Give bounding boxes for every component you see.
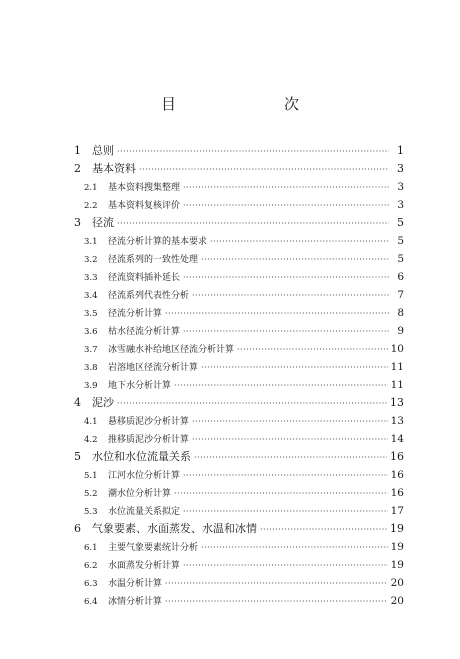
toc-entry-3-9[interactable] (74, 376, 404, 394)
toc-entry-6-2[interactable] (74, 556, 404, 574)
toc-entry-label: 基本资料 (92, 162, 136, 175)
toc-entry-number: 2.1 (84, 183, 98, 193)
toc-entry-page: 13 (390, 415, 404, 427)
toc-entry-page: 8 (397, 307, 404, 319)
toc-entry-number: 1 (74, 144, 81, 157)
toc-entry-page: 3 (397, 162, 404, 175)
dot-leader (174, 485, 388, 503)
toc-entry-label: 推移质泥沙分析计算 (108, 435, 190, 445)
toc-entry-label: 水温分析计算 (108, 579, 163, 589)
toc-entry-number: 3.4 (84, 291, 98, 301)
toc-entry-page: 16 (390, 487, 404, 499)
toc-entry-page: 17 (390, 505, 404, 517)
toc-entry-label: 泥沙 (92, 396, 114, 409)
dot-leader (165, 305, 389, 323)
toc-entry-3-4[interactable] (74, 286, 404, 304)
toc-entry-6[interactable] (74, 520, 404, 538)
toc-entry-3-8[interactable] (74, 358, 404, 376)
toc-entry-label: 基本资料搜集整理 (108, 183, 181, 193)
toc-entry-number: 5.3 (84, 507, 98, 517)
toc-entry-label: 主要气象要素统计分析 (108, 543, 199, 553)
toc-entry-page: 5 (397, 235, 404, 247)
toc-entry-page: 9 (397, 325, 404, 337)
toc-entry-page: 20 (390, 577, 404, 589)
dot-leader (117, 215, 389, 233)
dot-leader (194, 449, 387, 467)
toc-entry-1[interactable] (74, 142, 404, 160)
toc-entry-number: 3.7 (84, 345, 98, 355)
toc-entry-number: 2 (74, 162, 81, 175)
toc-entry-page: 19 (390, 541, 404, 553)
toc-entry-label: 径流分析计算的基本要求 (108, 237, 208, 247)
toc-entry-label: 枯水径流分析计算 (108, 327, 181, 337)
dot-leader (174, 377, 388, 395)
toc-entry-2-1[interactable] (74, 178, 404, 196)
toc-entry-label: 径流分析计算 (108, 309, 163, 319)
toc-entry-number: 6.3 (84, 579, 98, 589)
toc-entry-number: 3.6 (84, 327, 98, 337)
toc-entry-number: 2.2 (84, 201, 98, 211)
dot-leader (117, 143, 389, 161)
toc-entry-number: 3 (74, 216, 81, 229)
toc-entry-3-2[interactable] (74, 250, 404, 268)
dot-leader (139, 161, 389, 179)
toc-entry-4[interactable] (74, 394, 404, 412)
toc-entry-label: 气象要素、水面蒸发、水温和冰情 (92, 522, 257, 535)
toc-entry-2-2[interactable] (74, 196, 404, 214)
toc-entry-page: 20 (390, 595, 404, 607)
toc-entry-2[interactable] (74, 160, 404, 178)
toc-entry-page: 1 (397, 144, 404, 157)
toc-entry-number: 4 (74, 396, 81, 409)
dot-leader (210, 233, 389, 251)
toc-entry-page: 7 (397, 289, 404, 301)
toc-entry-6-3[interactable] (74, 574, 404, 592)
toc-entry-4-1[interactable] (74, 412, 404, 430)
dot-leader (201, 359, 388, 377)
toc-entry-label: 潮水位分析计算 (108, 489, 172, 499)
dot-leader (201, 251, 389, 269)
toc-entry-page: 10 (390, 343, 404, 355)
toc-entry-number: 3.8 (84, 363, 98, 373)
toc-entry-page: 3 (397, 181, 404, 193)
dot-leader (183, 269, 389, 287)
toc-entry-number: 6.2 (84, 561, 98, 571)
toc-entry-6-4[interactable] (74, 592, 404, 610)
toc-entry-number: 3.1 (84, 237, 98, 247)
toc-entry-label: 径流系列的一致性处理 (108, 255, 199, 265)
toc-entry-number: 6 (74, 522, 81, 535)
toc-entry-number: 3.3 (84, 273, 98, 283)
toc-entry-label: 冰情分析计算 (108, 597, 163, 607)
toc-entry-label: 水面蒸发分析计算 (108, 561, 181, 571)
toc-entry-number: 4.1 (84, 417, 98, 427)
toc-entry-label: 悬移质泥沙分析计算 (108, 417, 190, 427)
toc-entry-label: 总则 (92, 144, 114, 157)
toc-entry-page: 14 (390, 433, 404, 445)
dot-leader (192, 431, 388, 449)
toc-entry-3-6[interactable] (74, 322, 404, 340)
dot-leader (237, 341, 388, 359)
dot-leader (183, 323, 389, 341)
dot-leader (192, 413, 388, 431)
toc-entry-6-1[interactable] (74, 538, 404, 556)
toc-entry-label: 水位流量关系拟定 (108, 507, 181, 517)
toc-entry-number: 4.2 (84, 435, 98, 445)
toc-entry-label: 水位和水位流量关系 (92, 450, 191, 463)
toc-entry-label: 地下水分析计算 (108, 381, 172, 391)
dot-leader (183, 197, 389, 215)
toc-entry-page: 3 (397, 199, 404, 211)
toc-entry-label: 径流 (92, 216, 114, 229)
toc-entry-3-5[interactable] (74, 304, 404, 322)
toc-entry-page: 13 (390, 396, 404, 409)
toc-entry-number: 5 (74, 450, 81, 463)
toc-entry-number: 3.9 (84, 381, 98, 391)
toc-entry-page: 19 (390, 559, 404, 571)
dot-leader (183, 503, 388, 521)
toc-entry-page: 5 (397, 216, 404, 229)
dot-leader (117, 395, 387, 413)
dot-leader (201, 539, 388, 557)
toc-entry-3-3[interactable] (74, 268, 404, 286)
dot-leader (165, 575, 388, 593)
toc-entry-number: 3.5 (84, 309, 98, 319)
toc-entry-label: 径流资料插补延长 (108, 273, 181, 283)
dot-leader (192, 287, 389, 305)
toc-entry-label: 冰雪融水补给地区径流分析计算 (108, 345, 235, 355)
toc-entry-number: 3.2 (84, 255, 98, 265)
toc-entry-page: 11 (390, 361, 404, 373)
toc-entry-label: 基本资料复核评价 (108, 201, 181, 211)
toc-entry-page: 16 (390, 450, 404, 463)
toc-entry-page: 19 (390, 522, 404, 535)
toc-entry-3-7[interactable] (74, 340, 404, 358)
toc-entry-page: 6 (397, 271, 404, 283)
toc-entry-4-2[interactable] (74, 430, 404, 448)
dot-leader (183, 467, 388, 485)
toc-entry-number: 6.1 (84, 543, 98, 553)
table-of-contents (74, 142, 404, 610)
dot-leader (260, 521, 387, 539)
toc-entry-3-1[interactable] (74, 232, 404, 250)
toc-entry-5-2[interactable] (74, 484, 404, 502)
toc-entry-page: 16 (390, 469, 404, 481)
toc-entry-5[interactable] (74, 448, 404, 466)
toc-entry-label: 岩溶地区径流分析计算 (108, 363, 199, 373)
toc-entry-5-1[interactable] (74, 466, 404, 484)
toc-entry-label: 江河水位分析计算 (108, 471, 181, 481)
toc-title: 目 次 (160, 95, 325, 113)
toc-entry-number: 6.4 (84, 597, 98, 607)
toc-entry-number: 5.1 (84, 471, 98, 481)
toc-entry-page: 5 (397, 253, 404, 265)
dot-leader (165, 593, 388, 611)
toc-entry-label: 径流系列代表性分析 (108, 291, 190, 301)
toc-entry-5-3[interactable] (74, 502, 404, 520)
toc-entry-page: 11 (390, 379, 404, 391)
dot-leader (183, 179, 389, 197)
toc-entry-number: 5.2 (84, 489, 98, 499)
dot-leader (183, 557, 388, 575)
toc-entry-3[interactable] (74, 214, 404, 232)
